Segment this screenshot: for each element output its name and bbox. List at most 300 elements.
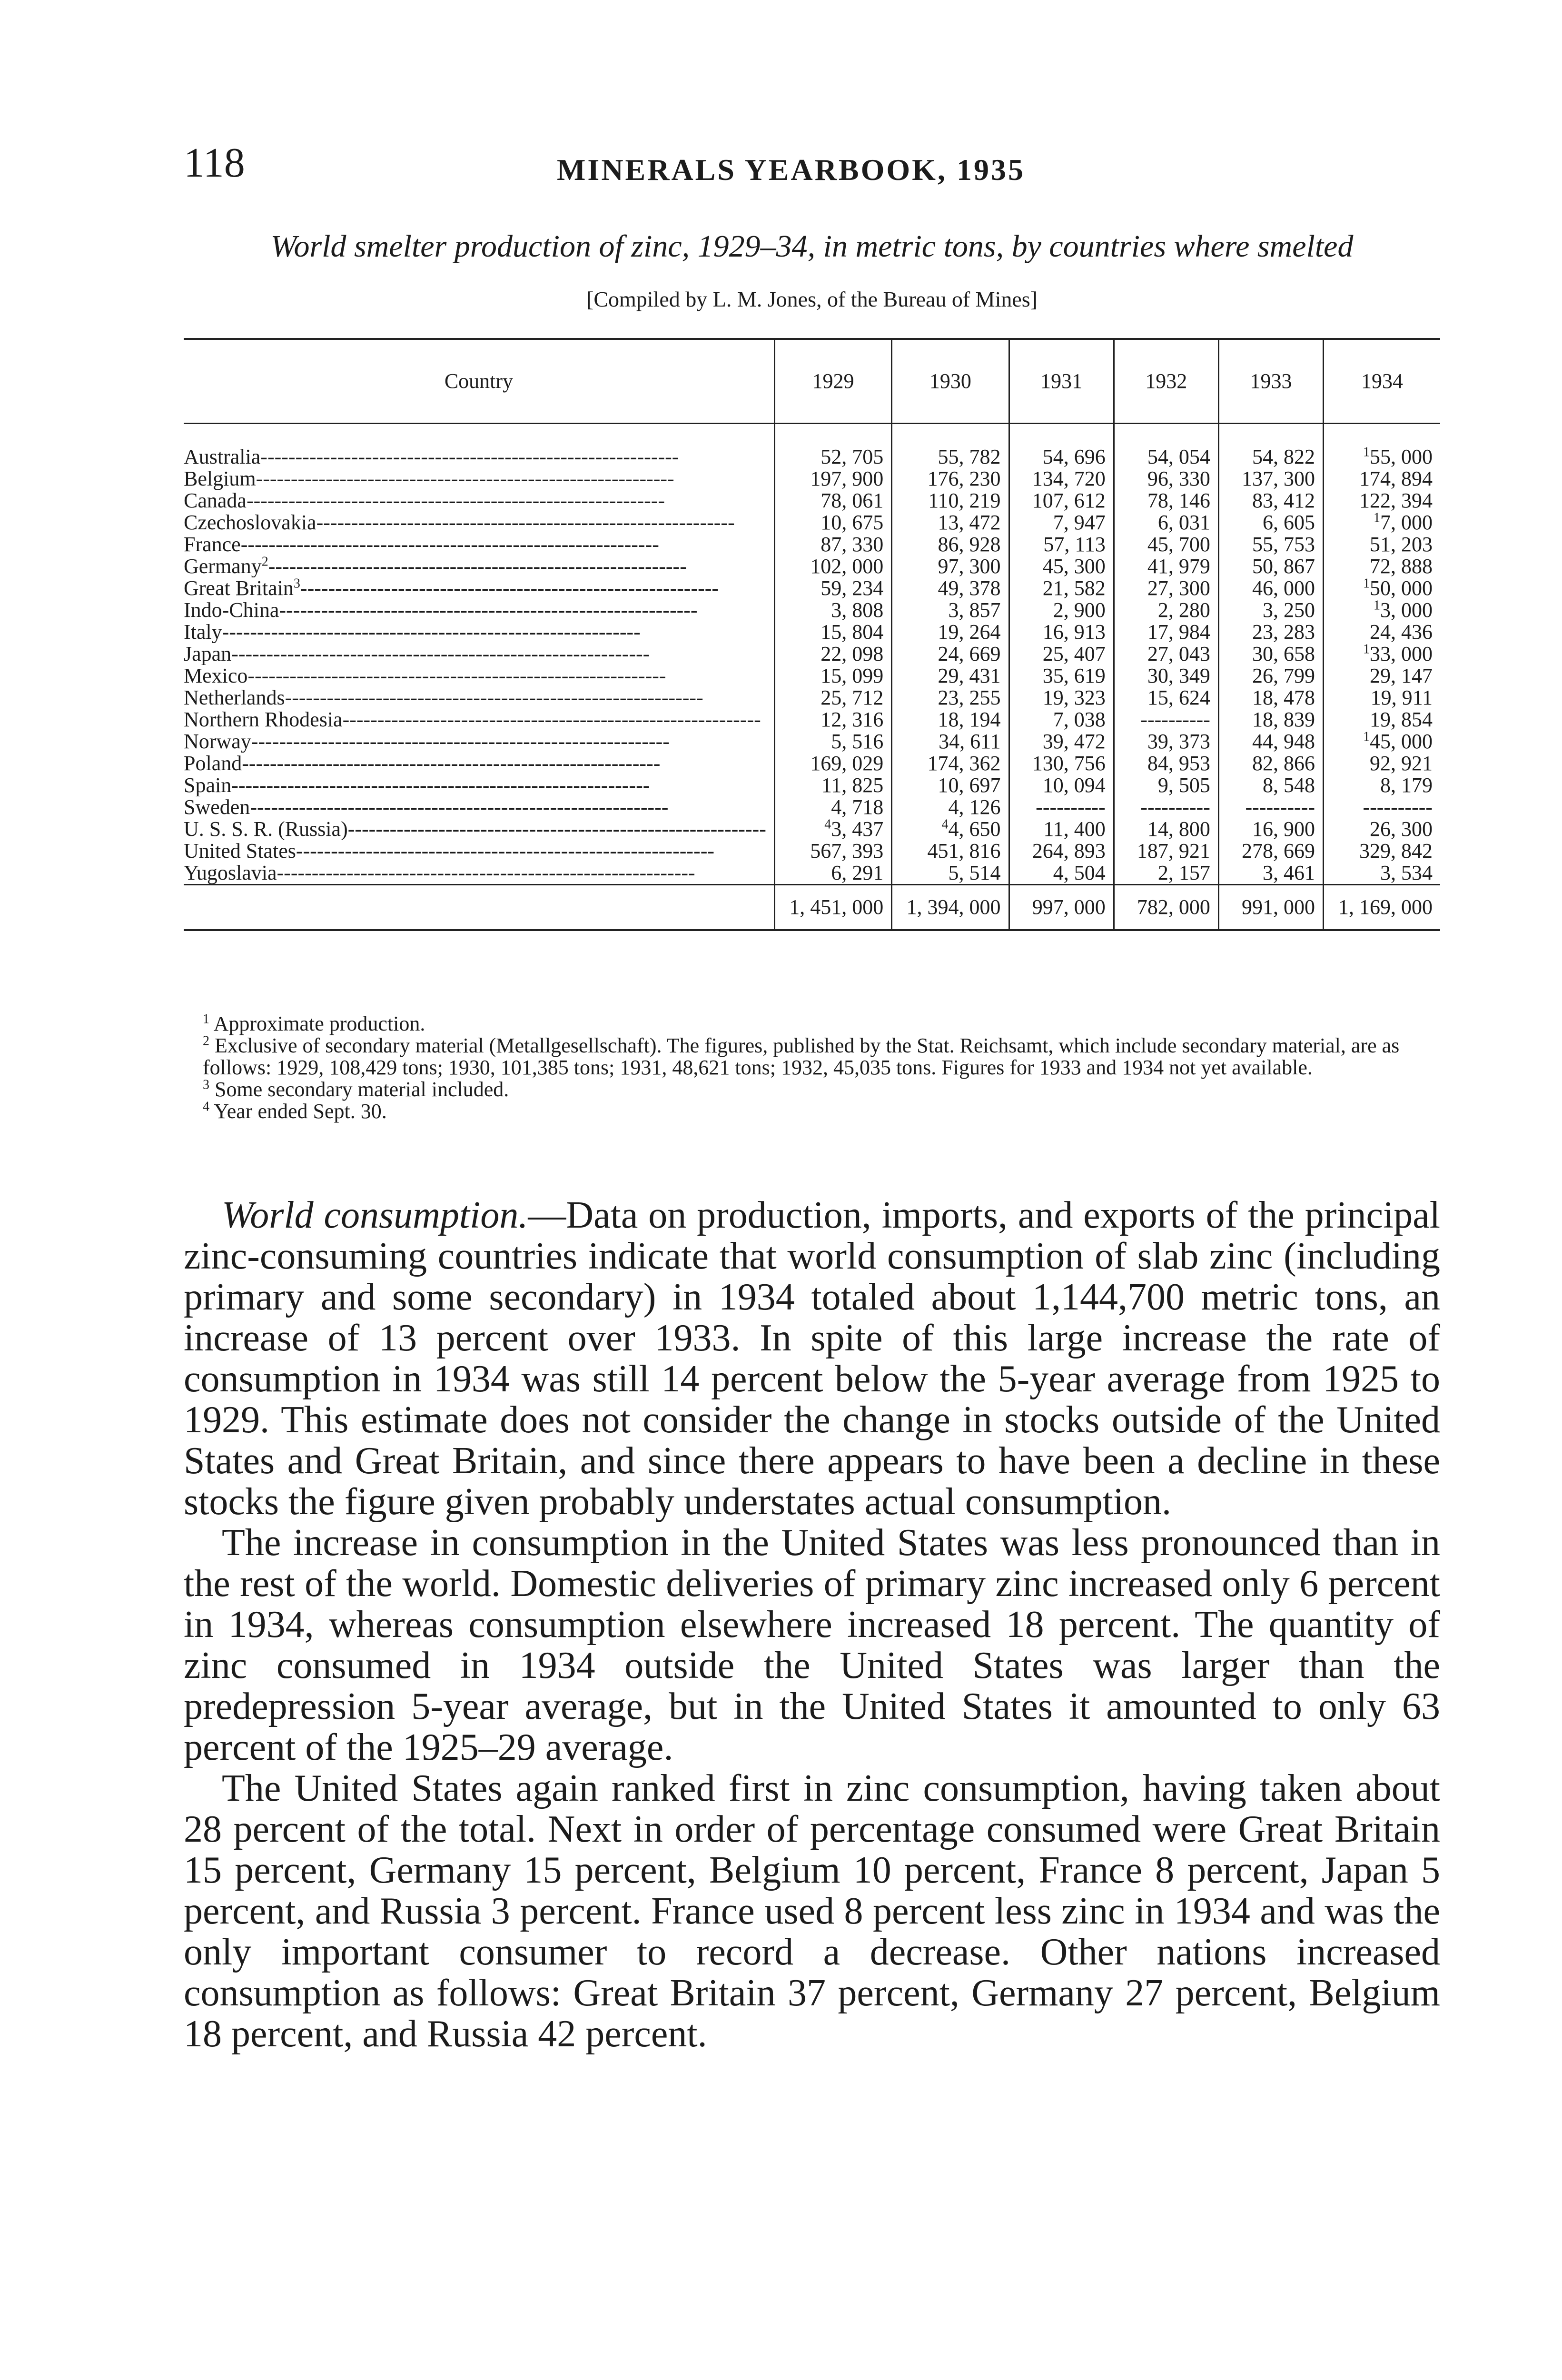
value-cell xyxy=(1324,731,1440,753)
value-text: 19, 264 xyxy=(938,620,1001,644)
value-text: 2, 280 xyxy=(1157,598,1210,622)
value-text: 84, 953 xyxy=(1147,752,1210,775)
table-row xyxy=(184,424,1440,468)
value-text: 21, 582 xyxy=(1042,576,1106,600)
value-cell xyxy=(1324,709,1440,731)
value-cell xyxy=(774,774,891,796)
value-text: 16, 913 xyxy=(1042,620,1106,644)
table-row xyxy=(184,709,1440,731)
table-row xyxy=(184,555,1440,577)
value-cell xyxy=(1114,621,1218,643)
value-text: 78, 146 xyxy=(1147,489,1210,512)
value-cell xyxy=(1009,796,1114,818)
value-text: 3, 808 xyxy=(831,598,884,622)
value-text: 23, 283 xyxy=(1252,620,1315,644)
value-text: 18, 839 xyxy=(1252,708,1315,731)
value-cell xyxy=(1324,862,1440,885)
value-text: 278, 669 xyxy=(1242,839,1315,863)
value-cell xyxy=(774,840,891,862)
paragraph: The increase in consumption in the United States was less pronounced than in the rest of the world. Domestic deliveries of primary zinc increased only 6 percent in 1934, whereas consumption elsewhere increased 18 percent. The quantity of zinc consumed in 1934 outside the United States was larger than the predepression 5-year average, but in the United States it amounted to only 63 percent of the 1925–29 average. xyxy=(184,1522,1440,1768)
footnote xyxy=(184,1101,1440,1122)
value-cell xyxy=(892,621,1009,643)
value-text: 174, 894 xyxy=(1359,467,1433,490)
value-cell xyxy=(1324,643,1440,665)
value-text: 45, 000 xyxy=(1370,730,1433,753)
country-cell xyxy=(184,840,774,862)
value-cell xyxy=(1218,774,1323,796)
value-text: 15, 624 xyxy=(1147,686,1210,709)
country-name: Great Britain xyxy=(184,577,294,599)
total-cell: 1, 451, 000 xyxy=(774,885,891,931)
value-text: 7, 000 xyxy=(1380,511,1433,534)
header-1930: 1930 xyxy=(892,339,1009,424)
paragraph-lead: World consumption. xyxy=(222,1194,528,1236)
footnote-mark: 3 xyxy=(203,1077,209,1092)
value-text: 15, 099 xyxy=(821,664,884,687)
value-cell xyxy=(1114,555,1218,577)
value-text: 13, 472 xyxy=(938,511,1001,534)
value-text: 96, 330 xyxy=(1147,467,1210,490)
value-text: 8, 179 xyxy=(1380,774,1433,797)
footnote xyxy=(184,1013,1440,1035)
table-row xyxy=(184,862,1440,885)
value-cell xyxy=(892,555,1009,577)
value-cell xyxy=(1218,555,1323,577)
table-row xyxy=(184,490,1440,512)
value-cell xyxy=(1114,424,1218,468)
value-cell xyxy=(892,490,1009,512)
value-text: 27, 300 xyxy=(1147,576,1210,600)
value-text: 6, 031 xyxy=(1157,511,1210,534)
value-text: 55, 753 xyxy=(1252,533,1315,556)
footnote-mark: 4 xyxy=(203,1099,209,1114)
value-cell xyxy=(774,599,891,621)
value-text: 3, 250 xyxy=(1263,598,1315,622)
value-cell xyxy=(1009,555,1114,577)
value-cell xyxy=(1218,621,1323,643)
country-name: Germany xyxy=(184,555,262,577)
country-cell xyxy=(184,753,774,774)
value-text: 6, 605 xyxy=(1263,511,1315,534)
value-cell xyxy=(892,774,1009,796)
value-text: 51, 203 xyxy=(1370,533,1433,556)
value-text: 54, 054 xyxy=(1147,445,1210,468)
value-cell xyxy=(1324,840,1440,862)
table-row xyxy=(184,599,1440,621)
country-name: Spain xyxy=(184,774,232,796)
value-text: 83, 412 xyxy=(1252,489,1315,512)
country-cell xyxy=(184,709,774,731)
value-text: 41, 979 xyxy=(1147,555,1210,578)
leader-dots: ------------------------------------------------------------ xyxy=(231,643,650,665)
value-cell xyxy=(774,665,891,687)
country-name: U. S. S. R. (Russia) xyxy=(184,818,348,840)
value-text: 3, 857 xyxy=(948,598,1001,622)
header-country: Country xyxy=(184,339,774,424)
value-cell xyxy=(1324,468,1440,490)
country-name: Belgium xyxy=(184,468,256,490)
country-name: Italy xyxy=(184,621,222,643)
country-name: Poland xyxy=(184,753,242,774)
value-cell xyxy=(1218,840,1323,862)
footnote-ref: 1 xyxy=(1363,576,1370,591)
value-cell xyxy=(1114,796,1218,818)
value-text: ---------- xyxy=(1245,795,1315,819)
value-cell xyxy=(1324,687,1440,709)
value-text: 26, 799 xyxy=(1252,664,1315,687)
leader-dots: ------------------------------------------------------------ xyxy=(250,796,669,818)
value-cell xyxy=(774,709,891,731)
value-text: 50, 000 xyxy=(1370,576,1433,600)
value-text: 6, 291 xyxy=(831,861,884,884)
value-cell xyxy=(774,753,891,774)
table-total-row xyxy=(184,885,1440,931)
value-cell xyxy=(1009,665,1114,687)
header-1932: 1932 xyxy=(1114,339,1218,424)
value-text: 19, 911 xyxy=(1370,686,1433,709)
value-text: 10, 094 xyxy=(1042,774,1106,797)
value-text: 78, 061 xyxy=(821,489,884,512)
value-text: 9, 505 xyxy=(1157,774,1210,797)
leader-dots: ------------------------------------------------------------ xyxy=(240,534,659,555)
footnote-ref: 1 xyxy=(1363,729,1370,744)
total-cell: 991, 000 xyxy=(1218,885,1323,931)
footnote-ref: 4 xyxy=(824,817,831,832)
value-text: 45, 700 xyxy=(1147,533,1210,556)
country-cell xyxy=(184,774,774,796)
table-row xyxy=(184,534,1440,555)
footnotes xyxy=(184,1013,1440,1122)
value-text: 57, 113 xyxy=(1043,533,1106,556)
value-text: 451, 816 xyxy=(927,839,1001,863)
country-cell xyxy=(184,512,774,534)
header-1931: 1931 xyxy=(1009,339,1114,424)
value-text: 33, 000 xyxy=(1370,642,1433,665)
value-text: ---------- xyxy=(1140,708,1210,731)
value-text: 14, 800 xyxy=(1147,817,1210,841)
value-cell xyxy=(892,468,1009,490)
value-cell xyxy=(774,796,891,818)
value-text: 29, 147 xyxy=(1370,664,1433,687)
value-cell xyxy=(892,424,1009,468)
value-text: 197, 900 xyxy=(810,467,884,490)
footnote-text: Approximate production. xyxy=(213,1012,425,1035)
value-cell xyxy=(1114,468,1218,490)
value-cell xyxy=(1218,424,1323,468)
value-cell xyxy=(1218,818,1323,840)
header-1934: 1934 xyxy=(1324,339,1440,424)
value-text: 176, 230 xyxy=(927,467,1001,490)
value-text: 24, 669 xyxy=(938,642,1001,665)
country-name: Canada xyxy=(184,490,247,512)
leader-dots: ------------------------------------------------------------ xyxy=(246,490,665,512)
value-text: 26, 300 xyxy=(1370,817,1433,841)
table-row xyxy=(184,731,1440,753)
footnote-text: Exclusive of secondary material (Metallgesellschaft). The figures, published by the Stat. Reichsamt, which include secondary material, are as follows: 1929, 108,429 tons; 1930, 101,385 tons; 1931, 48,621 tons; 1932, 45,035 tons. Figures for 1933 and 1934 not yet available. xyxy=(203,1034,1400,1079)
table-row xyxy=(184,796,1440,818)
value-text: 49, 378 xyxy=(938,576,1001,600)
value-text: 137, 300 xyxy=(1242,467,1315,490)
value-text: 187, 921 xyxy=(1137,839,1210,863)
leader-dots: ------------------------------------------------------------ xyxy=(242,753,661,774)
value-cell xyxy=(1009,599,1114,621)
value-text: 59, 234 xyxy=(821,576,884,600)
value-cell xyxy=(1009,621,1114,643)
value-cell xyxy=(1218,687,1323,709)
value-cell xyxy=(1324,512,1440,534)
value-cell xyxy=(1114,840,1218,862)
country-cell xyxy=(184,490,774,512)
country-cell xyxy=(184,796,774,818)
value-text: 27, 043 xyxy=(1147,642,1210,665)
value-text: 18, 194 xyxy=(938,708,1001,731)
country-cell xyxy=(184,621,774,643)
table-row xyxy=(184,774,1440,796)
country-name: Yugoslavia xyxy=(184,862,277,884)
value-text: 35, 619 xyxy=(1042,664,1106,687)
value-text: 24, 436 xyxy=(1370,620,1433,644)
value-text: 18, 478 xyxy=(1252,686,1315,709)
value-cell xyxy=(1218,599,1323,621)
leader-dots: ------------------------------------------------------------ xyxy=(268,555,687,577)
footnote xyxy=(184,1035,1440,1079)
value-text: 30, 349 xyxy=(1147,664,1210,687)
value-cell xyxy=(1218,468,1323,490)
value-text: 4, 504 xyxy=(1053,861,1106,884)
country-cell xyxy=(184,818,774,840)
value-cell xyxy=(1218,709,1323,731)
table-row xyxy=(184,643,1440,665)
value-cell xyxy=(1324,599,1440,621)
country-name: Indo-China xyxy=(184,599,279,621)
value-text: 3, 000 xyxy=(1380,598,1433,622)
value-cell xyxy=(1009,818,1114,840)
value-text: ---------- xyxy=(1140,795,1210,819)
value-cell xyxy=(774,687,891,709)
table-row xyxy=(184,818,1440,840)
leader-dots: ------------------------------------------------------------ xyxy=(256,468,674,490)
table-subtitle: [Compiled by L. M. Jones, of the Bureau of Mines] xyxy=(586,287,1038,311)
value-cell xyxy=(1114,534,1218,555)
footnote-ref: 4 xyxy=(941,817,949,832)
table-body xyxy=(184,424,1440,885)
country-name: United States xyxy=(184,840,296,862)
value-cell xyxy=(774,731,891,753)
value-text: ---------- xyxy=(1036,795,1106,819)
paragraph-text: —Data on production, imports, and exports of the principal zinc-consuming countries indicate that world consumption of slab zinc (including primary and some secondary) in 1934 totaled about 1,144,700 metric tons, an increase of 13 percent over 1933. In spite of this large increase the rate of consumption in 1934 was still 14 percent below the 5-year average from 1925 to 1929. This estimate does not consider the change in stocks outside of the United States and Great Britain, and since there appears to have been a decline in these stocks the figure given probably understates actual consumption. xyxy=(184,1194,1441,1523)
value-cell xyxy=(1218,862,1323,885)
value-text: 45, 300 xyxy=(1042,555,1106,578)
leader-dots: ------------------------------------------------------------ xyxy=(260,445,679,468)
value-cell xyxy=(1324,424,1440,468)
value-cell xyxy=(1114,753,1218,774)
table-row xyxy=(184,577,1440,599)
value-text: 3, 461 xyxy=(1263,861,1315,884)
value-text: 17, 984 xyxy=(1147,620,1210,644)
table-row xyxy=(184,753,1440,774)
leader-dots: ------------------------------------------------------------ xyxy=(222,621,641,643)
value-cell xyxy=(892,796,1009,818)
total-cell: 782, 000 xyxy=(1114,885,1218,931)
value-text: 19, 854 xyxy=(1370,708,1433,731)
value-cell xyxy=(1114,774,1218,796)
value-text: 10, 697 xyxy=(938,774,1001,797)
country-name: Northern Rhodesia xyxy=(184,709,343,731)
leader-dots: ------------------------------------------------------------ xyxy=(279,599,698,621)
value-text: 22, 098 xyxy=(821,642,884,665)
country-name: Australia xyxy=(184,445,261,468)
value-text: 44, 948 xyxy=(1252,730,1315,753)
footnote-ref: 2 xyxy=(261,555,268,569)
value-cell xyxy=(774,621,891,643)
leader-dots: ------------------------------------------------------------ xyxy=(300,577,719,599)
value-cell xyxy=(1009,468,1114,490)
value-text: 10, 675 xyxy=(821,511,884,534)
value-text: 25, 712 xyxy=(821,686,884,709)
value-text: 102, 000 xyxy=(810,555,884,578)
value-text: 39, 472 xyxy=(1042,730,1106,753)
value-text: 50, 867 xyxy=(1252,555,1315,578)
value-cell xyxy=(892,862,1009,885)
value-cell xyxy=(1009,534,1114,555)
value-text: 107, 612 xyxy=(1032,489,1106,512)
leader-dots: ------------------------------------------------------------ xyxy=(342,709,761,731)
value-cell xyxy=(1324,555,1440,577)
value-text: 52, 705 xyxy=(821,445,884,468)
value-text: 55, 782 xyxy=(938,445,1001,468)
footnote-text: Year ended Sept. 30. xyxy=(214,1100,387,1123)
value-cell xyxy=(1009,862,1114,885)
table-row xyxy=(184,468,1440,490)
value-cell xyxy=(1218,796,1323,818)
value-cell xyxy=(1218,643,1323,665)
value-cell xyxy=(774,512,891,534)
value-text: 7, 038 xyxy=(1053,708,1106,731)
value-text: 11, 825 xyxy=(821,774,884,797)
value-cell xyxy=(1009,709,1114,731)
value-cell xyxy=(1114,490,1218,512)
value-text: 5, 516 xyxy=(831,730,884,753)
country-cell xyxy=(184,468,774,490)
country-name: France xyxy=(184,534,241,555)
value-cell xyxy=(1114,862,1218,885)
value-cell xyxy=(892,577,1009,599)
country-name: Czechoslovakia xyxy=(184,512,316,534)
country-name: Netherlands xyxy=(184,687,285,709)
value-cell xyxy=(1218,665,1323,687)
total-label xyxy=(184,885,774,931)
footnote-ref: 3 xyxy=(293,577,300,591)
paragraph: The United States again ranked first in zinc consumption, having taken about 28 percent of the total. Next in order of percentage consumed were Great Britain 15 percent, Germany 15 percent, Belgium 10 percent, France 8 percent, Japan 5 percent, and Russia 3 percent. France used 8 percent less zinc in 1934 and was the only important consumer to record a decrease. Other nations increased consumption as follows: Great Britain 37 percent, Germany 27 percent, Belgium 18 percent, and Russia 42 percent. xyxy=(184,1767,1440,2055)
value-text: 4, 126 xyxy=(948,795,1001,819)
footnote-ref: 1 xyxy=(1374,510,1380,526)
value-cell xyxy=(1114,512,1218,534)
page-number: 118 xyxy=(184,140,245,186)
leader-dots: ------------------------------------------------------------ xyxy=(316,512,735,534)
country-name: Mexico xyxy=(184,665,248,687)
value-cell xyxy=(774,534,891,555)
value-cell xyxy=(774,818,891,840)
table-row xyxy=(184,621,1440,643)
value-cell xyxy=(774,555,891,577)
value-text: 12, 316 xyxy=(821,708,884,731)
value-cell xyxy=(1324,490,1440,512)
value-text: 122, 394 xyxy=(1359,489,1433,512)
country-name: Japan xyxy=(184,643,232,665)
value-cell xyxy=(1009,424,1114,468)
value-cell xyxy=(1114,577,1218,599)
leader-dots: ------------------------------------------------------------ xyxy=(251,731,670,753)
footnote-ref: 1 xyxy=(1363,445,1370,460)
value-cell xyxy=(1009,643,1114,665)
table-header-row xyxy=(184,339,1440,424)
value-text: 2, 157 xyxy=(1157,861,1210,884)
value-cell xyxy=(1009,577,1114,599)
value-text: 130, 756 xyxy=(1032,752,1106,775)
value-text: 72, 888 xyxy=(1370,555,1433,578)
value-cell xyxy=(1218,577,1323,599)
value-text: 11, 400 xyxy=(1043,817,1106,841)
value-text: 55, 000 xyxy=(1370,445,1433,468)
value-cell xyxy=(892,665,1009,687)
value-text: 134, 720 xyxy=(1032,467,1106,490)
country-cell xyxy=(184,643,774,665)
value-text: 4, 650 xyxy=(948,817,1001,841)
value-cell xyxy=(1324,665,1440,687)
value-text: ---------- xyxy=(1363,795,1433,819)
value-text: 16, 900 xyxy=(1252,817,1315,841)
leader-dots: ------------------------------------------------------------ xyxy=(296,840,714,862)
value-text: 7, 947 xyxy=(1053,511,1106,534)
value-text: 46, 000 xyxy=(1252,576,1315,600)
paragraph xyxy=(184,1195,1440,1522)
body-text xyxy=(184,1195,1440,2054)
total-cell: 1, 169, 000 xyxy=(1324,885,1440,931)
value-cell xyxy=(1218,534,1323,555)
value-cell xyxy=(1324,534,1440,555)
value-cell xyxy=(892,534,1009,555)
value-cell xyxy=(774,468,891,490)
leader-dots: ------------------------------------------------------------ xyxy=(277,862,695,884)
value-text: 8, 548 xyxy=(1263,774,1315,797)
value-cell xyxy=(892,753,1009,774)
footnote-mark: 2 xyxy=(203,1033,209,1049)
value-text: 169, 029 xyxy=(810,752,884,775)
value-text: 3, 437 xyxy=(831,817,884,841)
leader-dots: ------------------------------------------------------------ xyxy=(285,687,703,709)
country-cell xyxy=(184,862,774,885)
total-cell: 997, 000 xyxy=(1009,885,1114,931)
value-cell xyxy=(774,577,891,599)
country-cell xyxy=(184,665,774,687)
value-cell xyxy=(1114,643,1218,665)
value-cell xyxy=(1009,490,1114,512)
value-cell xyxy=(892,512,1009,534)
table-row xyxy=(184,687,1440,709)
value-cell xyxy=(1324,818,1440,840)
value-text: 30, 658 xyxy=(1252,642,1315,665)
footnote xyxy=(184,1079,1440,1101)
table-title: World smelter production of zinc, 1929–34, in metric tons, by countries where smelted xyxy=(270,229,1354,264)
value-text: 34, 611 xyxy=(939,730,1001,753)
value-cell xyxy=(1009,774,1114,796)
value-text: 15, 804 xyxy=(821,620,884,644)
value-cell xyxy=(1324,796,1440,818)
value-text: 264, 893 xyxy=(1032,839,1106,863)
country-cell xyxy=(184,577,774,599)
value-cell xyxy=(892,818,1009,840)
value-cell xyxy=(1009,840,1114,862)
